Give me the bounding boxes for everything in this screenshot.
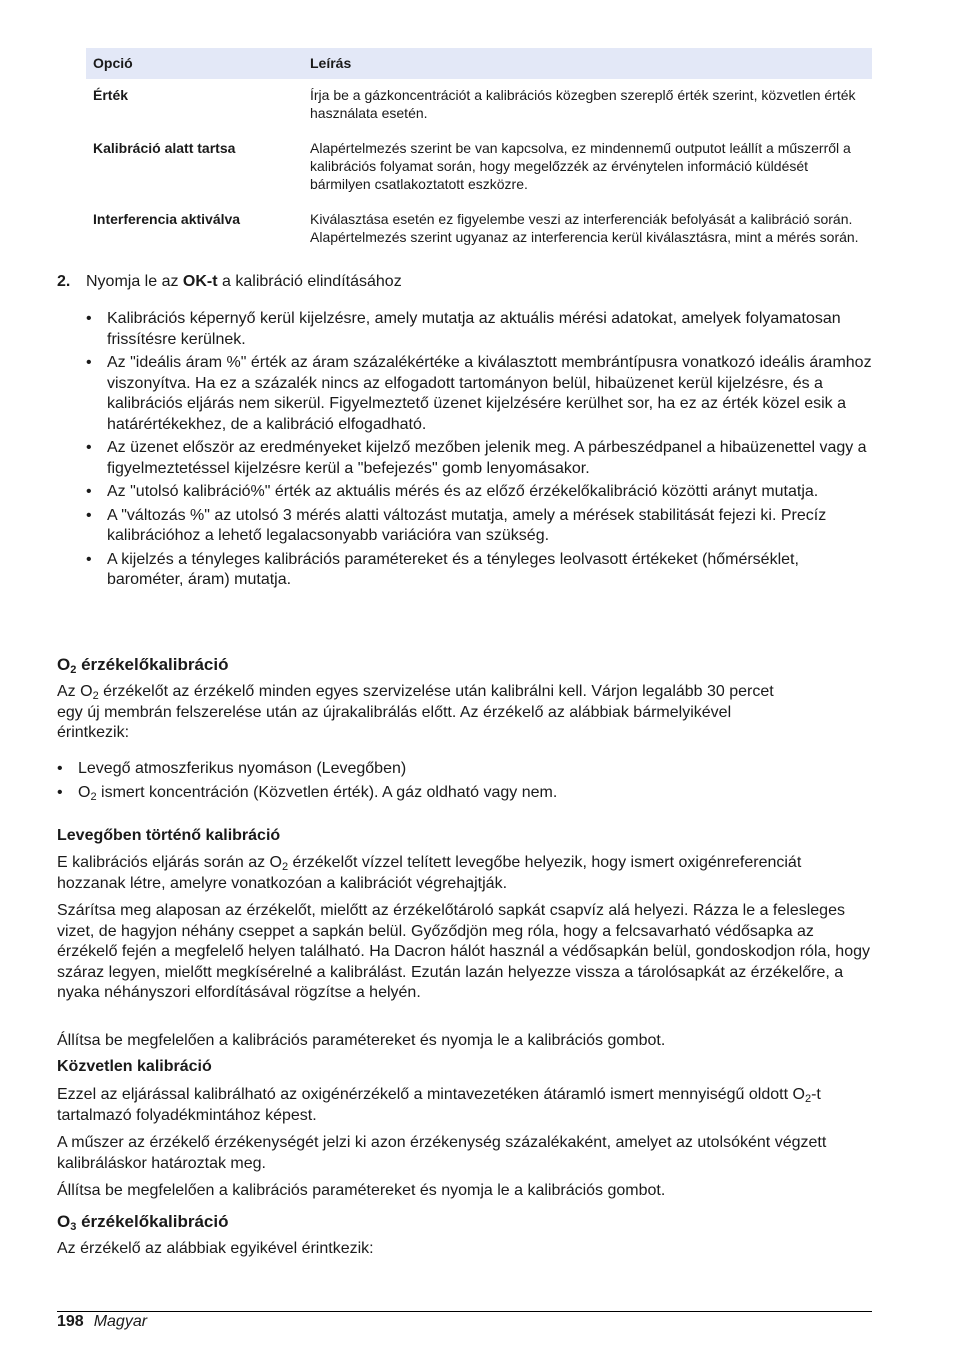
table-cell-description: Alapértelmezés szerint be van kapcsolva, ez mindennemű outputot leállít a műszerről a kalibrációs folyamat során, hogy megelőzzék az érvénytelen információ küldését bármilyen csatlakoztatott eszközre. <box>310 140 851 192</box>
o2-intro-paragraph: Az $O_2$ érzékelőt az érzékelő minden egyes szervizelése után kalibrálni kell. Várjon legalább 30 percet egy új membrán felszerelése után az újrakalibrálás előtt. Az érzékelő az alábbiak bármelyikével érintkezik: <box>57 683 774 741</box>
table-row <box>86 79 872 132</box>
step-text-bold: OK-t <box>182 273 218 290</box>
list-item: • A kijelzés a tényleges kalibrációs paramétereket és a tényleges leolvasott értékeket (hőmérséklet, barométer, áram) mutatja. <box>86 550 872 591</box>
page-number: 198 <box>57 1313 84 1330</box>
table-row <box>86 132 872 203</box>
direct-calibration-paragraph-3: Állítsa be megfelelően a kalibrációs paramétereket és nyomja le a kalibrációs gombot. <box>57 1182 666 1199</box>
list-item: • Kalibrációs képernyő kerül kijelzésre, amely mutatja az aktuális mérési adatokat, amelyek folyamatosan frissítésre kerülnek. <box>86 309 872 350</box>
air-calibration-paragraph-2: Szárítsa meg alaposan az érzékelőt, mielőtt az érzékelőtároló sapkát csapvíz alá helyezi. Rázza le a felesleges vizet, de hagyjon néhány cseppet a sapkán belül. Győződjön meg róla, hogy a felcsavarható védősapka az érzékelő fején a megfelelő helyen található. Ha Dacron hálót használ a védősapkán belül, gondoskodjon róla, hogy száraz legyen, mielőtt megkísérelné a kalibrálást. Ezután lazán helyezze vissza a tárolósapkát az érzékelőre, a nyaka néhányszori elfordításával rögzítse a helyén. <box>57 902 870 1001</box>
o3-intro-paragraph: Az érzékelő az alábbiak egyikével érintkezik: <box>57 1240 374 1257</box>
table-cell-option: Érték <box>93 87 129 103</box>
options-table <box>86 48 872 256</box>
step-2 <box>57 272 872 293</box>
direct-calibration-heading: Közvetlen kalibráció <box>57 1058 212 1075</box>
list-item: • A "változás %" az utolsó 3 mérés alatti változást mutatja, amely a mérések stabilitását fejezi ki. Precíz kalibrációhoz a lehető legalacsonyabb variációra van szükség. <box>86 506 872 547</box>
step-text-pre: Nyomja le az <box>86 273 183 290</box>
list-item: • Az "ideális áram %" érték az áram százalékértéke a kiválasztott membrántípusra vonatkozó ideális áramhoz viszonyítva. Ha ez a százalék nincs az elfogadott tartományon belül, hibaüzenet kerül kijelzésre, és a kalibrációs eljárás nem sikerül. Figyelmeztető üzenet kijelzésére kerülhet sor, ha ez az érték közel esik a határértékekhez, de a kalibráció elfogadható. <box>86 353 872 435</box>
air-calibration-heading: Levegőben történő kalibráció <box>57 827 281 844</box>
table-cell-option: Interferencia aktiválva <box>93 211 241 227</box>
air-calibration-paragraph-1: E kalibrációs eljárás során az $O_2$ érzékelőt vízzel telített levegőbe helyezik, hogy ismert oxigénreferenciát hozzanak létre, amelyre vonatkozóan a kalibrációt végrehajtják. <box>57 854 802 892</box>
list-item: • Az üzenet először az eredményeket kijelző mezőben jelenik meg. A párbeszédpanel a hibaüzenettel vagy a figyelmeztetéssel kijelzésre kerül a "befejezés" gomb lenyomásakor. <box>86 438 872 479</box>
table-row <box>86 203 872 256</box>
o3-section-heading: $O_3$ érzékelőkalibráció <box>57 1212 229 1233</box>
step-text-post: a kalibráció elindításához <box>217 273 402 290</box>
step-2-bullet-list <box>86 309 872 591</box>
direct-calibration-paragraph-1: Ezzel az eljárással kalibrálható az oxigénérzékelő a mintavezetéken átáramló ismert mennyiségű oldott $O_2-t$ tartalmazó folyadékmintához képest. <box>57 1086 821 1124</box>
table-cell-option: Kalibráció alatt tartsa <box>93 140 236 156</box>
direct-calibration-paragraph-2: A műszer az érzékelő érzékenységét jelzi ki azon érzékenység százalékaként, amelyet az utolsóként végzett kalibráláskor határoztak meg. <box>57 1134 827 1172</box>
page-footer <box>57 1313 147 1331</box>
list-item: • Az "utolsó kalibráció%" érték az aktuális mérés és az előző érzékelőkalibráció közötti arányt mutatja. <box>86 482 872 503</box>
step-number: 2. <box>57 273 71 290</box>
table-cell-description: Írja be a gázkoncentrációt a kalibrációs közegben szereplő érték szerint, közvetlen érték használata esetén. <box>310 87 856 121</box>
air-calibration-paragraph-3: Állítsa be megfelelően a kalibrációs paramétereket és nyomja le a kalibrációs gombot. <box>57 1032 666 1049</box>
list-item: • $O_2$ ismert koncentráción (Közvetlen érték). A gáz oldható vagy nem. <box>57 783 872 804</box>
o2-contact-list <box>57 759 872 803</box>
table-header-option: Opció <box>86 48 303 79</box>
table-header-description: Leírás <box>303 48 872 79</box>
o2-section-heading: $O_2$ érzékelőkalibráció <box>57 655 229 676</box>
list-item: • Levegő atmoszferikus nyomáson (Levegőben) <box>57 759 872 780</box>
footer-language: Magyar <box>93 1313 148 1330</box>
table-cell-description: Kiválasztása esetén ez figyelembe veszi az interferenciák befolyását a kalibráció során. Alapértelmezés szerint ugyanaz az interferencia kerül kiválasztásra, mint a mérés során. <box>310 211 859 245</box>
table-header-row <box>86 48 872 79</box>
footer-divider <box>57 1311 872 1312</box>
